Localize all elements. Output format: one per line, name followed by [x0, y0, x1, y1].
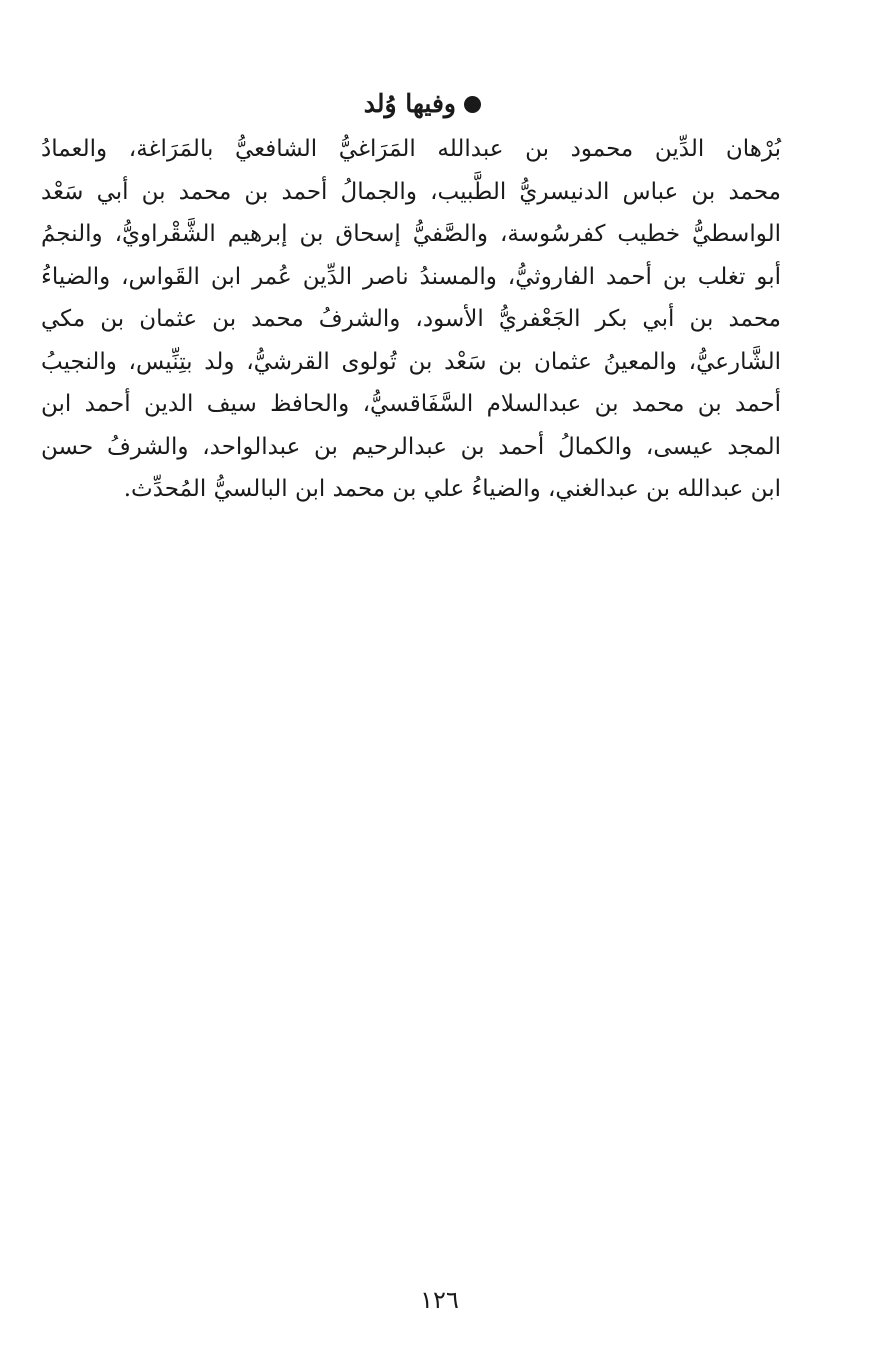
page-number: ١٢٦ — [420, 1286, 459, 1314]
text-line: محمد بن أبي بكر الجَعْفريُّ الأسود، والشرفُ محمد بن عثمان بن مكي — [41, 306, 781, 332]
text-line: المجد عيسى، والكمالُ أحمد بن عبدالرحيم بن عبدالواحد، والشرفُ حسن — [41, 433, 781, 460]
text-line: أبو تغلب بن أحمد الفاروثيُّ، والمسندُ ناصر الدِّين عُمر ابن القَواس، والضياءُ — [41, 263, 781, 290]
body-paragraph — [41, 128, 781, 511]
text-line: الشَّارعيُّ، والمعينُ عثمان بن سَعْد بن تُولوى القرشيُّ، ولد بتِنِّيس، والنجيبُ — [41, 348, 781, 375]
text-line: ابن عبدالله بن عبدالغني، والضياءُ علي بن محمد ابن البالسيُّ المُحدِّث. — [123, 476, 781, 502]
section-heading — [364, 86, 481, 122]
text-line: أحمد بن محمد بن عبدالسلام السَّفَاقسيُّ، والحافظ سيف الدين أحمد ابن — [41, 391, 781, 417]
bullet-icon — [464, 96, 481, 113]
text-line: الواسطيُّ خطيب كفرسُوسة، والصَّفيُّ إسحاق بن إبرهيم الشَّقْراويُّ، والنجمُ — [41, 221, 781, 247]
text-line: محمد بن عباس الدنيسريُّ الطَّبيب، والجمالُ أحمد بن محمد بن أبي سَعْد — [41, 178, 781, 205]
section-heading-text: وفيها وُلد — [363, 89, 456, 118]
text-line: بُرْهان الدِّين محمود بن عبدالله المَرَاغيُّ الشافعيُّ بالمَرَاغة، والعمادُ — [41, 136, 781, 162]
